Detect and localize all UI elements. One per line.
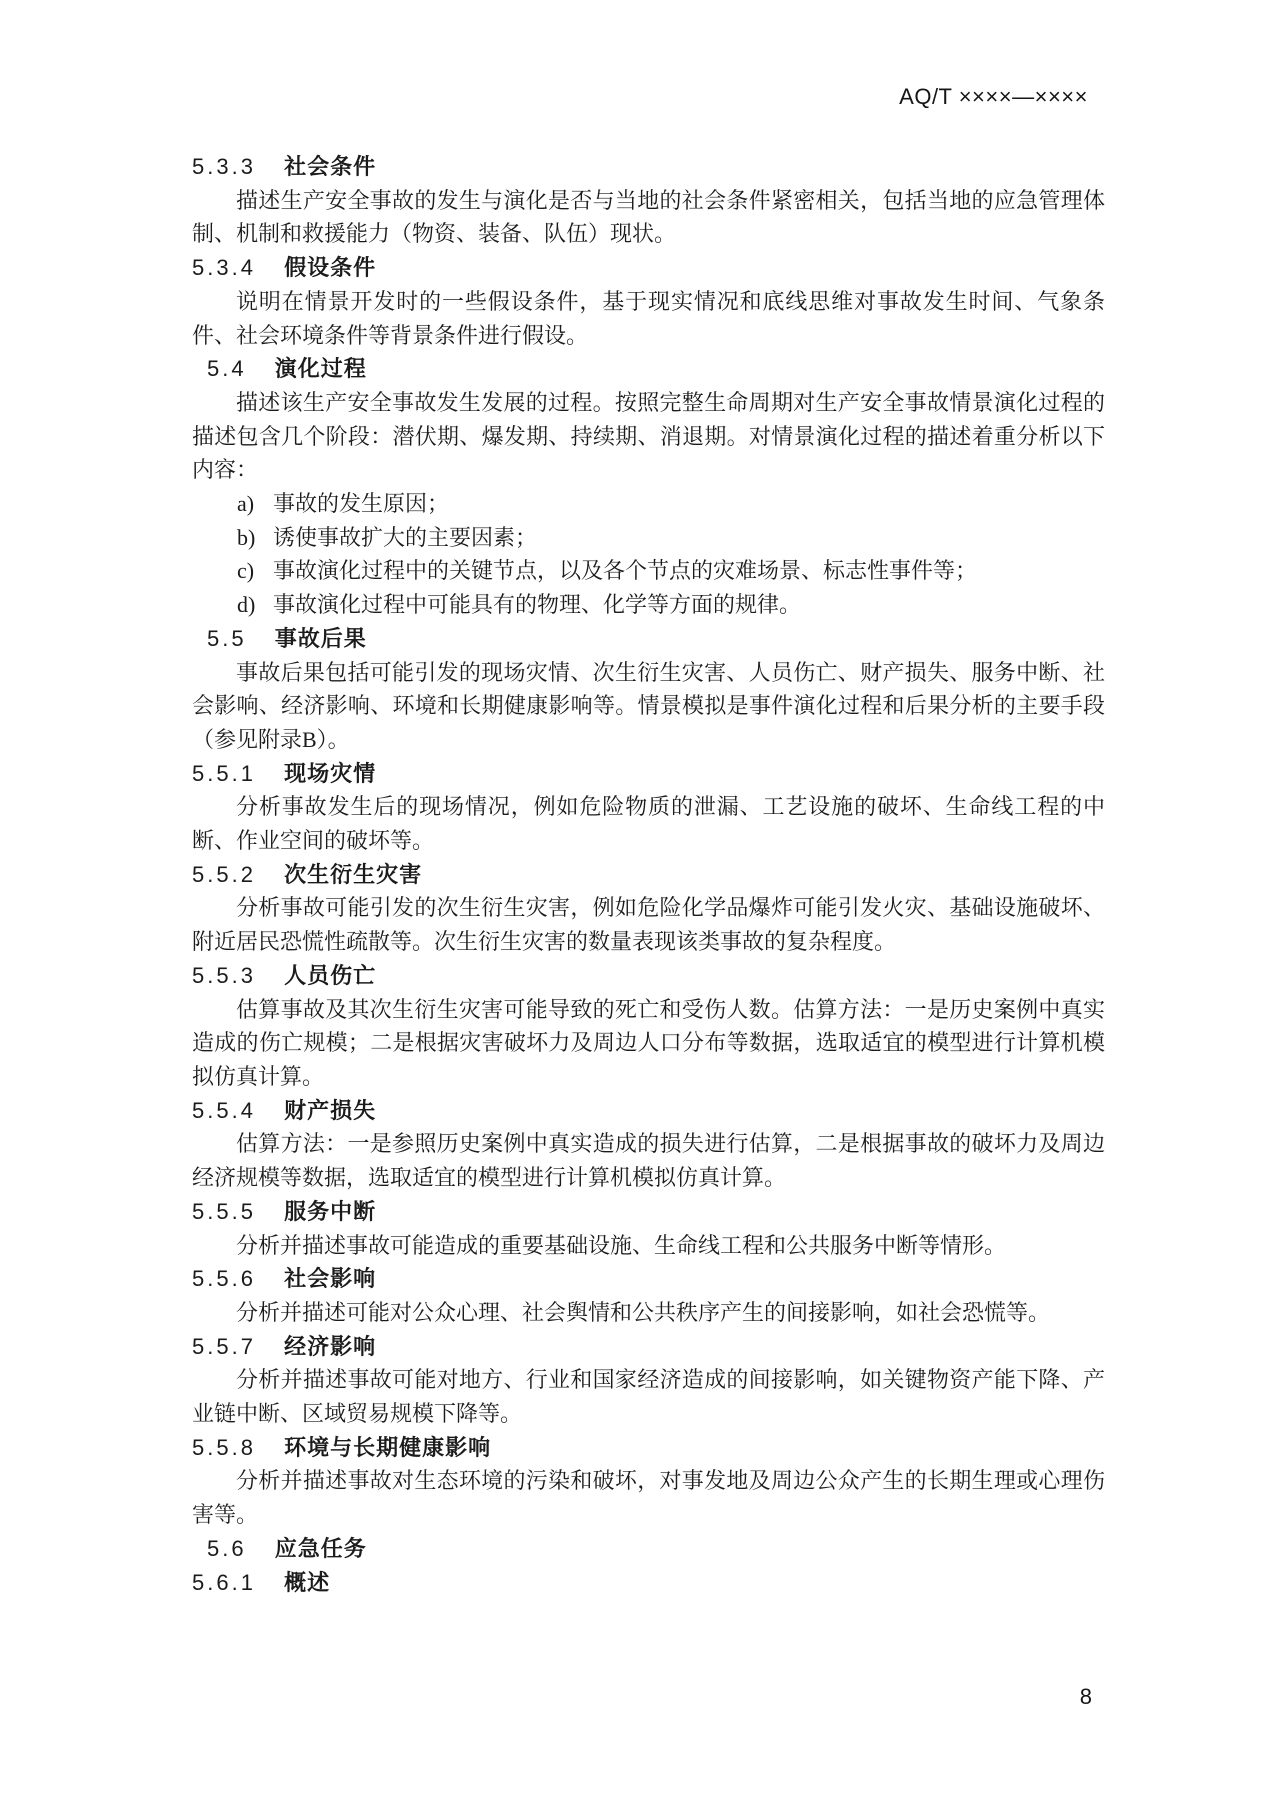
section-heading: [192, 1094, 1105, 1128]
section-heading: [192, 1330, 1105, 1364]
body-paragraph: 估算方法：一是参照历史案例中真实造成的损失进行估算，二是根据事故的破坏力及周边经济规模等数据，选取适宜的模型进行计算机模拟仿真计算。: [192, 1131, 1105, 1191]
list-item-label: d): [237, 592, 256, 618]
section-title: 演化过程: [274, 356, 367, 382]
document-content: [192, 150, 1105, 1599]
section-number: 5.5.2: [192, 861, 256, 887]
section-number: 5.3.4: [192, 255, 256, 281]
body-paragraph: 说明在情景开发时的一些假设条件，基于现实情况和底线思维对事故发生时间、气象条件、社会环境条件等背景条件进行假设。: [192, 288, 1105, 348]
section-title: 假设条件: [284, 255, 377, 281]
page-number: 8: [1079, 1684, 1092, 1709]
section-heading: [192, 757, 1105, 791]
list-item: [192, 487, 1105, 521]
section-number: 5.5.4: [192, 1097, 256, 1123]
body-paragraph: 分析事故发生后的现场情况，例如危险物质的泄漏、工艺设施的破坏、生命线工程的中断、作业空间的破坏等。: [192, 794, 1105, 854]
section-heading: [192, 1262, 1105, 1296]
section-heading: [192, 1532, 1105, 1566]
section-title: 环境与长期健康影响: [284, 1434, 492, 1460]
section-heading: [192, 251, 1105, 285]
body-paragraph: 分析事故可能引发的次生衍生灾害，例如危险化学品爆炸可能引发火灾、基础设施破坏、附近居民恐慌性疏散等。次生衍生灾害的数量表现该类事故的复杂程度。: [192, 895, 1105, 955]
body-paragraph: 估算事故及其次生衍生灾害可能导致的死亡和受伤人数。估算方法：一是历史案例中真实造成的伤亡规模；二是根据灾害破坏力及周边人口分布等数据，选取适宜的模型进行计算机模拟仿真计算。: [192, 996, 1105, 1089]
section-heading: [192, 1195, 1105, 1229]
section-title: 事故后果: [274, 625, 367, 651]
body-paragraph: 描述生产安全事故的发生与演化是否与当地的社会条件紧密相关，包括当地的应急管理体制、机制和救援能力（物资、装备、队伍）现状。: [192, 187, 1105, 247]
section-heading: [192, 959, 1105, 993]
list-item: [192, 521, 1105, 555]
body-paragraph: 分析并描述事故可能造成的重要基础设施、生命线工程和公共服务中断等情形。: [236, 1232, 1007, 1258]
standard-code-header: AQ/T ××××—××××: [899, 84, 1088, 109]
list-item-label: c): [237, 558, 255, 584]
list-item-label: b): [237, 524, 256, 550]
list-item-label: a): [237, 491, 255, 517]
section-number: 5.5.8: [192, 1434, 256, 1460]
list-item-text: 事故演化过程中的关键节点，以及各个节点的灾难场景、标志性事件等；: [273, 558, 978, 584]
section-title: 社会影响: [284, 1266, 377, 1292]
section-number: 5.5.7: [192, 1333, 256, 1359]
section-title: 人员伤亡: [284, 962, 377, 988]
section-number: 5.5.1: [192, 760, 256, 786]
section-number: 5.5.5: [192, 1198, 256, 1224]
section-title: 概述: [284, 1569, 331, 1595]
section-number: 5.4: [207, 356, 247, 382]
section-title: 应急任务: [274, 1535, 367, 1561]
section-number: 5.5.3: [192, 962, 256, 988]
section-title: 社会条件: [284, 154, 377, 179]
section-title: 服务中断: [284, 1198, 377, 1224]
body-paragraph: 分析并描述事故可能对地方、行业和国家经济造成的间接影响，如关键物资产能下降、产业链中断、区域贸易规模下降等。: [192, 1367, 1105, 1427]
section-number: 5.5.6: [192, 1266, 256, 1292]
section-heading: [192, 858, 1105, 892]
section-heading: [192, 622, 1105, 656]
section-number: 5.6: [207, 1535, 247, 1561]
section-number: 5.6.1: [192, 1569, 256, 1595]
section-title: 财产损失: [284, 1097, 377, 1123]
section-heading: [192, 1566, 1105, 1600]
body-paragraph: 事故后果包括可能引发的现场灾情、次生衍生灾害、人员伤亡、财产损失、服务中断、社会影响、经济影响、环境和长期健康影响等。情景模拟是事件演化过程和后果分析的主要手段（参见附录B）。: [192, 659, 1105, 752]
list-item-text: 事故演化过程中可能具有的物理、化学等方面的规律。: [273, 592, 802, 618]
list-item: [192, 588, 1105, 622]
section-heading: [192, 150, 1105, 184]
body-paragraph: 描述该生产安全事故发生发展的过程。按照完整生命周期对生产安全事故情景演化过程的描述包含几个阶段：潜伏期、爆发期、持续期、消退期。对情景演化过程的描述着重分析以下内容：: [192, 389, 1105, 483]
section-title: 现场灾情: [284, 760, 377, 786]
section-title: 次生衍生灾害: [284, 861, 423, 887]
body-paragraph: 分析并描述事故对生态环境的污染和破坏，对事发地及周边公众产生的长期生理或心理伤害等。: [192, 1468, 1105, 1528]
section-title: 经济影响: [284, 1333, 377, 1359]
list-item-text: 诱使事故扩大的主要因素；: [273, 524, 538, 550]
list-item: [192, 554, 1105, 588]
section-heading: [192, 352, 1105, 386]
section-number: 5.5: [207, 625, 247, 651]
list-item-text: 事故的发生原因；: [273, 491, 450, 517]
body-paragraph: 分析并描述可能对公众心理、社会舆情和公共秩序产生的间接影响，如社会恐慌等。: [236, 1299, 1051, 1325]
section-heading: [192, 1431, 1105, 1465]
section-number: 5.3.3: [192, 154, 256, 179]
